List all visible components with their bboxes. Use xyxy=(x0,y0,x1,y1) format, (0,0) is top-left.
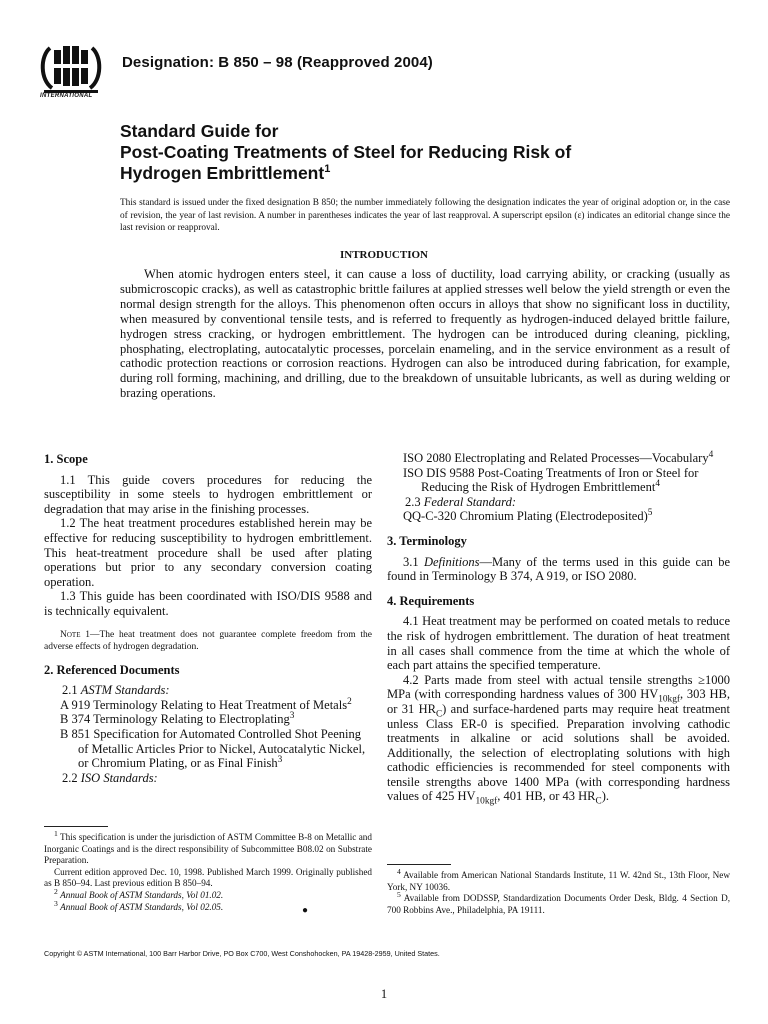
issuance-note: This standard is issued under the fixed designation B 850; the number immediately following the designation indicates the year of original adoption or, in the case of revision, the year of last revision. A number in parentheses indicates the year of last reapproval. A superscript epsilon (ε) indicates an editorial change since the last revision or reapproval. xyxy=(120,198,730,234)
ref-iso2080: ISO 2080 Electroplating and Related Processes—Vocabulary$^4$ xyxy=(403,449,714,465)
scope-1-3: 1.3 This guide has been coordinated with ISO/DIS 9588 and is technically equivalent. xyxy=(44,589,372,618)
requirements-heading: 4. Requirements xyxy=(387,593,475,608)
title-line-3: Hydrogen Embrittlement$^1$ xyxy=(120,163,331,183)
ref-iso9588: ISO DIS 9588 Post-Coating Treatments of Iron or Steel for Reducing the Risk of Hydrogen Embrittlement$^4$ xyxy=(403,465,699,495)
scope-heading: 1. Scope xyxy=(44,452,88,466)
introduction-heading: INTRODUCTION xyxy=(339,249,428,261)
ref-a919: A 919 Terminology Relating to Heat Treatment of Metals$^2$ xyxy=(60,696,352,712)
document-title xyxy=(120,121,680,184)
right-column xyxy=(387,449,730,807)
title-footnote-mark: 1 xyxy=(324,163,331,176)
title-line-2: Post-Coating Treatments of Steel for Reducing Risk of xyxy=(120,142,572,162)
federal-standard-label: 2.3 Federal Standard: xyxy=(405,494,516,509)
footnote-rule xyxy=(44,826,108,827)
requirements-4-1: 4.1 Heat treatment may be performed on coated metals to reduce the risk of hydrogen embrittlement. The duration of heat treatment in all cases shall commence from the time at which the whole of each part attains the specified temperature. xyxy=(387,614,730,673)
left-column xyxy=(44,452,372,785)
referenced-heading: 2. Referenced Documents xyxy=(44,662,180,677)
ref-b851: B 851 Specification for Automated Controlled Shot Peening of Metallic Articles Prior to Nickel, Autocatalytic Nickel, or Chromium Plating, or as Final Finish$^3$ xyxy=(60,726,366,771)
requirements-4-2: 4.2 Parts made from steel with actual tensile strengths ≥1000 MPa (with corresponding hardness values of 300 $HV_{10kgf}$, 303 HB, or 31 $HR_C$) and surface-hardened parts may require heat treatment unless Class ER-0 is specified. Preparation involving cathodic treatments in alkaline or acid solutions shall be avoided. Additionally, the selection of electroplating solutions with high cathodic efficiencies is recommended for steel components with tensile strengths above 1400 MPa (with corresponding hardness values of 425 $HV_{10kgf}$, 401 HB, or 43 $HR_C$). xyxy=(387,672,730,807)
logo-text: INTERNATIONAL xyxy=(40,93,93,99)
page-number: 1 xyxy=(380,987,388,1001)
footnote-1b: Current edition approved Dec. 10, 1998. Published March 1999. Originally published as B 850–94. Last previous edition B 850–94. xyxy=(44,866,372,889)
astm-standards-label: 2.1 ASTM Standards: xyxy=(62,683,170,698)
terminology-heading: 3. Terminology xyxy=(387,533,467,548)
footnote-4: $^4$ Available from American National Standards Institute, 11 W. 42nd St., 13th Floor, New York, NY 10036. xyxy=(387,866,730,892)
iso-standards-label: 2.2 ISO Standards: xyxy=(62,770,158,785)
note-1: Note 1—The heat treatment does not guarantee complete freedom from the adverse effects of hydrogen degradation. xyxy=(44,629,372,652)
title-line-1: Standard Guide for xyxy=(120,121,279,141)
terminology-3-1: 3.1 Definitions—Many of the terms used in this guide can be found in Terminology B 374, A 919, or ISO 2080. xyxy=(387,554,730,584)
footnotes-left xyxy=(44,826,372,913)
scope-1-1: 1.1 This guide covers procedures for reducing the susceptibility in some steels to hydrogen embrittlement or degradation that may arise in the finishing processes. xyxy=(44,472,372,516)
scope-1-2: 1.2 The heat treatment procedures established herein may be effective for reducing susceptibility to hydrogen embrittlement. This heat-treatment procedure shall be used after plating operations but prior to any secondary conversion coating operation. xyxy=(44,516,372,589)
footnote-5: $^5$ Available from DODSSP, Standardization Documents Order Desk, Bldg. 4 Section D, 700 Robbins Ave., Philadelphia, PA 19111. xyxy=(387,890,730,915)
ref-qqc320: QQ-C-320 Chromium Plating (Electrodeposited)$^5$ xyxy=(403,508,653,524)
ref-b374: B 374 Terminology Relating to Electroplating$^3$ xyxy=(60,711,295,727)
footnote-rule xyxy=(387,864,451,865)
footnotes-right xyxy=(387,864,730,916)
introduction-text: When atomic hydrogen enters steel, it can cause a loss of ductility, load carrying ability, or cracking (usually as submicroscopic cracks), as well as catastrophic brittle failures at applied stresses well below the yield strength or even the normal design strength for the alloys. This phenomenon often occurs in alloys that show no significant loss in ductility, when measured by conventional tensile tests, and is referred to frequently as hydrogen-induced delayed brittle failure, hydrogen stress cracking, or hydrogen embrittlement. The hydrogen can be introduced during cleaning, pickling, phosphating, electroplating, autocatalytic processes, porcelain enameling, and in the service environment as a result of cathodic protection reactions or corrosion reactions. Hydrogen can also be introduced during fabrication, for example, during roll forming, machining, and drilling, due to the breakdown of unsuitable lubricants, as well as during welding or brazing operations. xyxy=(120,267,730,401)
designation: Designation: B 850 – 98 (Reapproved 2004) xyxy=(122,54,433,71)
footnote-2: $^2$ Annual Book of ASTM Standards, Vol 01.02. xyxy=(54,886,224,900)
footnote-3: $^3$ Annual Book of ASTM Standards, Vol 02.05. xyxy=(54,898,224,912)
footnote-1: $^1$ This specification is under the jurisdiction of ASTM Committee B-8 on Metallic and Inorganic Coatings and is the direct responsibility of Subcommittee B08.02 on Substrate Preparation. xyxy=(44,828,372,866)
stray-mark: ● xyxy=(302,905,309,916)
astm-logo xyxy=(30,42,112,104)
copyright-line: Copyright © ASTM International, 100 Barr Harbor Drive, PO Box C700, West Conshohocken, PA 19428-2959, United States. xyxy=(44,949,440,958)
